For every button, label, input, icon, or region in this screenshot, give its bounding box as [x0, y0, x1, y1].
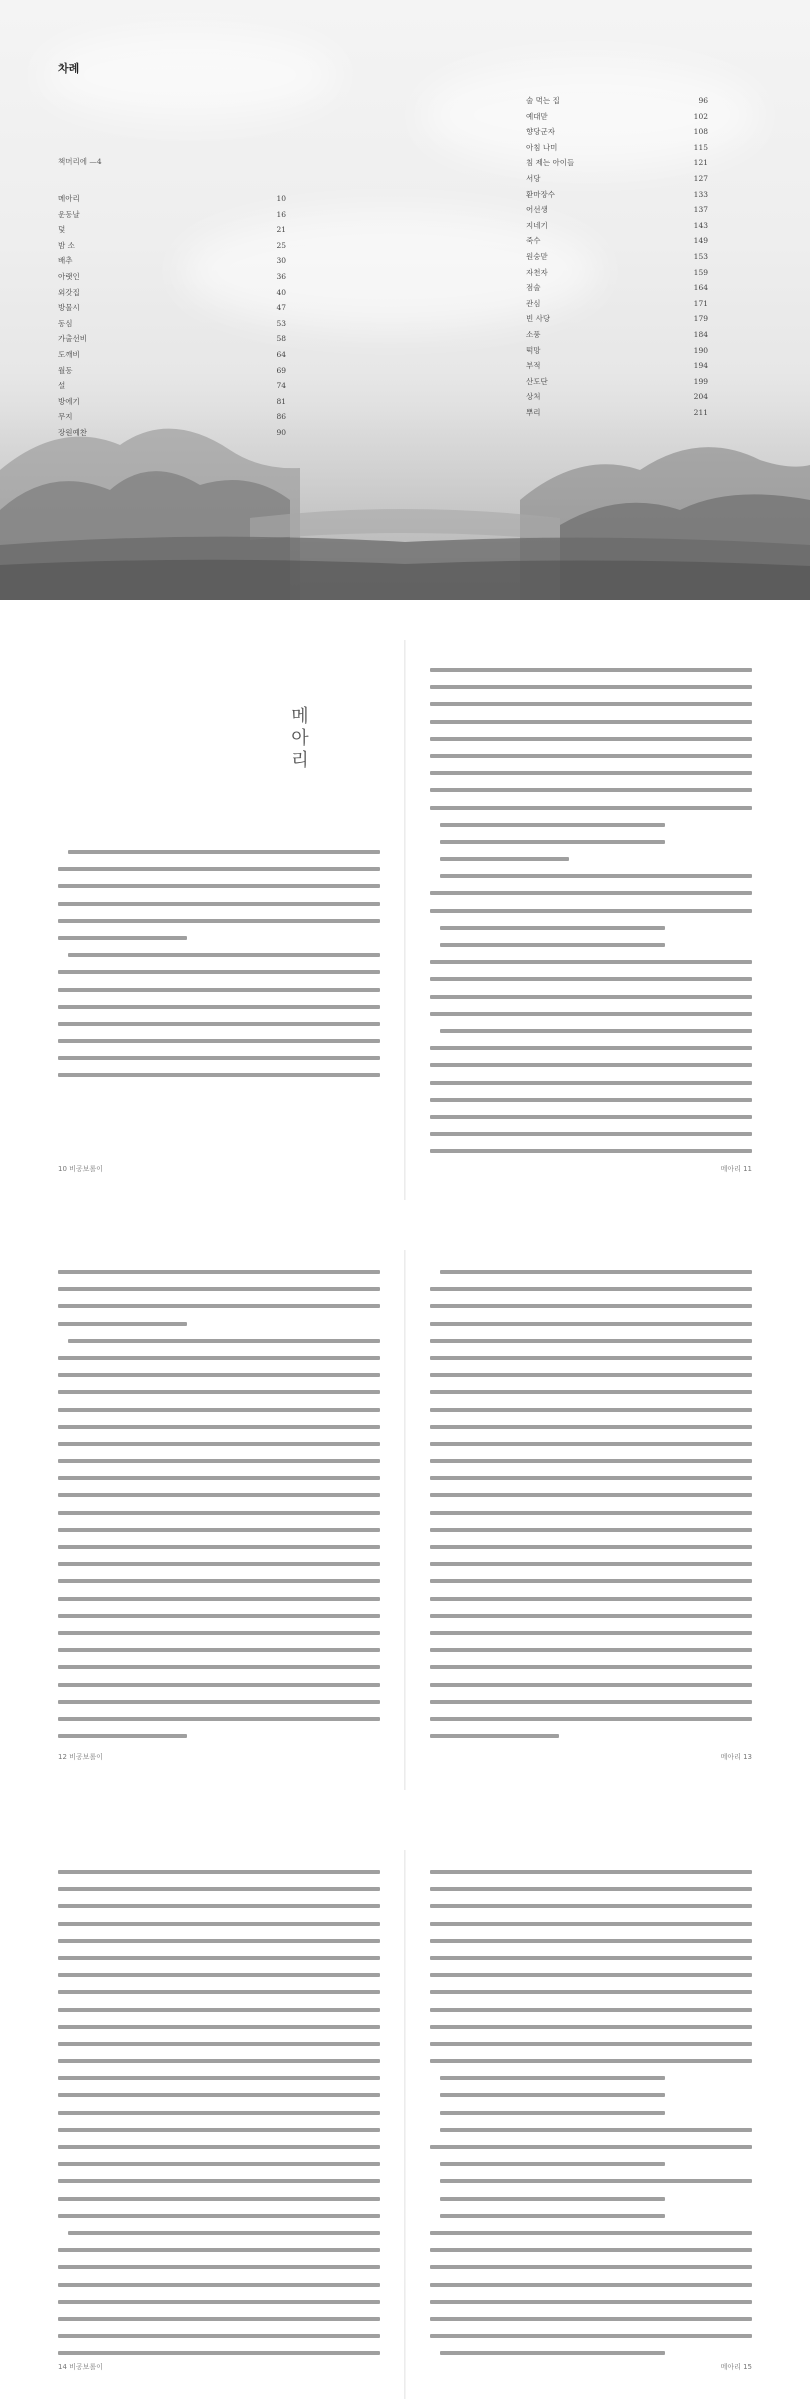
toc-entry-page: 184	[693, 329, 708, 339]
text-line	[58, 1700, 380, 1704]
text-line	[440, 2076, 665, 2080]
text-line	[58, 1408, 380, 1412]
toc-entry-title: 서당	[526, 173, 541, 183]
toc-entry	[526, 405, 708, 421]
text-line	[58, 1990, 380, 1994]
text-line	[58, 2128, 380, 2132]
text-line	[58, 1304, 380, 1308]
text-line	[440, 1270, 752, 1274]
text-line	[440, 943, 665, 947]
toc-entry	[58, 409, 286, 425]
toc-entry-title: 빈 사당	[526, 314, 551, 324]
text-line	[58, 2300, 380, 2304]
toc-entry-title: 산도단	[526, 376, 548, 386]
toc-entry-page: 81	[276, 396, 286, 406]
text-line	[58, 2008, 380, 2012]
toc-entry-page: 143	[693, 220, 708, 230]
folio-right: 메아리 13	[720, 1753, 752, 1761]
text-line	[430, 2025, 752, 2029]
text-line	[440, 2197, 665, 2201]
toc-entry-page: 30	[276, 256, 286, 266]
toc-entry	[58, 222, 286, 238]
text-line	[430, 1597, 752, 1601]
text-line	[58, 1356, 380, 1360]
text-line	[68, 953, 380, 957]
toc-entry-title: 상처	[526, 392, 541, 402]
text-line	[58, 2179, 380, 2183]
text-line	[430, 806, 752, 810]
toc-entry-title: 방에기	[58, 396, 80, 406]
toc-preface: 책머리에 —4	[58, 157, 102, 166]
text-line	[430, 668, 752, 672]
toc-entry	[526, 358, 708, 374]
text-line	[440, 2214, 665, 2218]
toc-entry-title: 메아리	[58, 194, 80, 203]
page-15	[430, 1850, 752, 2399]
text-line	[58, 1887, 380, 1891]
text-line	[430, 1442, 752, 1446]
folio-left: 14 비공보롤이	[58, 2363, 103, 2371]
toc-entry	[58, 378, 286, 394]
text-line	[430, 1734, 559, 1738]
text-line	[440, 2093, 665, 2097]
toc-entry-page: 21	[276, 225, 286, 235]
text-line	[430, 960, 752, 964]
page-11	[430, 640, 752, 1200]
toc-entry-title: 밤 소	[58, 240, 75, 250]
text-line	[430, 1408, 752, 1412]
text-line	[58, 2214, 380, 2218]
text-line	[430, 1390, 752, 1394]
text-line	[58, 2351, 380, 2355]
text-line	[68, 1339, 380, 1343]
text-line	[430, 2008, 752, 2012]
text-line	[430, 1939, 752, 1943]
toc-entry-title: 관심	[526, 298, 541, 308]
text-line	[58, 1870, 380, 1874]
toc-entry-page: 159	[693, 267, 708, 277]
toc-entry-page: 204	[693, 392, 708, 402]
text-line	[58, 1614, 380, 1618]
text-line	[58, 1322, 187, 1326]
text-line	[430, 1322, 752, 1326]
toc-entry-title: 죽수	[526, 236, 541, 246]
toc-entry	[526, 343, 708, 359]
text-line	[430, 1459, 752, 1463]
text-line	[58, 1631, 380, 1635]
toc-entry-page: 121	[693, 158, 708, 168]
toc-entry	[58, 425, 286, 441]
toc-entry-page: 211	[693, 407, 708, 417]
text-line	[430, 1700, 752, 1704]
toc-entry-title: 침 제는 아이들	[526, 158, 575, 168]
page-10	[58, 640, 380, 1200]
text-line	[68, 2231, 380, 2235]
toc-entry-title: 배추	[58, 256, 73, 266]
text-line	[58, 1648, 380, 1652]
text-line	[58, 1022, 380, 1026]
text-line	[440, 874, 752, 878]
toc-entry-page: 69	[276, 365, 286, 375]
text-line	[58, 1597, 380, 1601]
text-spread-10-11	[0, 640, 810, 1200]
toc-entry-title: 부적	[526, 361, 541, 371]
toc-entry-title: 떡망	[526, 345, 541, 355]
toc-entry-page: 164	[693, 283, 708, 293]
text-line	[58, 1973, 380, 1977]
text-line	[58, 970, 380, 974]
toc-entry-page: 199	[693, 376, 708, 386]
text-line	[58, 2025, 380, 2029]
body-text	[430, 1270, 752, 1751]
toc-entry-page: 137	[693, 205, 708, 215]
text-line	[58, 867, 380, 871]
text-line	[58, 1056, 380, 1060]
toc-entry	[526, 296, 708, 312]
toc-entry	[58, 269, 286, 285]
text-line	[430, 720, 752, 724]
toc-entry	[526, 249, 708, 265]
toc-entry-title: 어선생	[526, 205, 548, 215]
text-spread-14-15	[0, 1850, 810, 2399]
page-14	[58, 1850, 380, 2399]
text-line	[430, 1973, 752, 1977]
toc-entry	[526, 389, 708, 405]
text-line	[58, 1545, 380, 1549]
toc-entry	[58, 363, 286, 379]
text-line	[430, 1904, 752, 1908]
text-line	[430, 2248, 752, 2252]
toc-entry-page: 149	[693, 236, 708, 246]
text-line	[58, 1683, 380, 1687]
toc-entry	[58, 394, 286, 410]
toc-entry-page: 190	[693, 345, 708, 355]
folio-right: 메아리 11	[720, 1165, 752, 1173]
text-line	[58, 2111, 380, 2115]
text-line	[58, 1425, 380, 1429]
body-text	[58, 1270, 380, 1751]
body-text	[58, 850, 380, 1091]
folio-left: 12 비공보롤이	[58, 1753, 103, 1761]
text-line	[430, 2231, 752, 2235]
toc-entry-page: 133	[693, 189, 708, 199]
text-spread-12-13	[0, 1250, 810, 1790]
text-line	[430, 891, 752, 895]
text-line	[58, 1922, 380, 1926]
text-line	[430, 1149, 752, 1153]
text-line	[58, 1939, 380, 1943]
text-line	[430, 2059, 752, 2063]
text-line	[58, 2283, 380, 2287]
toc-entry-page: 96	[698, 96, 708, 105]
toc-entry-title: 설	[58, 381, 66, 391]
toc-entry-page: 127	[693, 173, 708, 183]
text-line	[58, 1493, 380, 1497]
text-line	[58, 1528, 380, 1532]
text-line	[430, 1356, 752, 1360]
toc-entry-page: 153	[693, 251, 708, 261]
toc-entry-title: 월동	[58, 365, 73, 375]
text-line	[430, 1648, 752, 1652]
toc-entry	[58, 300, 286, 316]
text-line	[58, 1270, 380, 1274]
text-line	[430, 1132, 752, 1136]
text-line	[430, 702, 752, 706]
text-line	[430, 2042, 752, 2046]
toc-entry-page: 25	[276, 240, 286, 250]
text-line	[440, 2162, 665, 2166]
toc-entry-page: 74	[276, 381, 286, 391]
toc-entry	[526, 218, 708, 234]
table-of-contents-spread	[0, 0, 810, 600]
text-line	[430, 2265, 752, 2269]
toc-entry	[526, 374, 708, 390]
toc-entry-title: 방물시	[58, 303, 80, 313]
text-line	[58, 1005, 380, 1009]
toc-entry	[58, 331, 286, 347]
text-line	[58, 2059, 380, 2063]
text-line	[430, 1631, 752, 1635]
toc-entry	[526, 124, 708, 140]
toc-right-column	[526, 93, 708, 420]
text-line	[58, 2076, 380, 2080]
text-line	[58, 2265, 380, 2269]
text-line	[440, 926, 665, 930]
text-line	[58, 1562, 380, 1566]
toc-entry-title: 동심	[58, 318, 73, 328]
text-line	[430, 1493, 752, 1497]
text-line	[430, 1870, 752, 1874]
toc-entry-title: 가출선비	[58, 334, 87, 344]
text-line	[430, 1614, 752, 1618]
text-line	[430, 1579, 752, 1583]
toc-entry	[58, 253, 286, 269]
toc-entry	[526, 187, 708, 203]
cloud-wash	[40, 30, 340, 120]
toc-entry-page: 16	[276, 209, 286, 219]
toc-entry-title: 점술	[526, 283, 541, 293]
page-13	[430, 1250, 752, 1790]
text-line	[58, 936, 187, 940]
text-line	[430, 737, 752, 741]
folio-right: 메아리 15	[720, 2363, 752, 2371]
text-line	[430, 995, 752, 999]
text-line	[58, 1373, 380, 1377]
text-line	[58, 2197, 380, 2201]
toc-entry-title: 향당군자	[526, 127, 555, 137]
text-line	[58, 1511, 380, 1515]
text-line	[440, 2128, 752, 2132]
text-line	[58, 988, 380, 992]
text-line	[440, 2111, 665, 2115]
toc-entry-page: 58	[276, 334, 286, 344]
text-line	[68, 850, 380, 854]
text-line	[58, 1717, 380, 1721]
text-line	[58, 1665, 380, 1669]
toc-entry-page: 102	[693, 111, 708, 121]
toc-entry-page: 108	[693, 127, 708, 137]
toc-entry-page: 171	[693, 298, 708, 308]
toc-entry-page: 47	[276, 303, 286, 313]
text-line	[58, 1039, 380, 1043]
book-gutter	[404, 640, 406, 1200]
toc-entry-page: 10	[276, 194, 286, 203]
toc-entry-title: 예대맏	[526, 111, 548, 121]
text-line	[430, 2283, 752, 2287]
toc-entry	[58, 316, 286, 332]
text-line	[58, 884, 380, 888]
toc-entry-title: 도깨비	[58, 349, 80, 359]
text-line	[58, 1459, 380, 1463]
text-line	[430, 685, 752, 689]
text-line	[58, 2162, 380, 2166]
toc-entry-page: 115	[693, 142, 708, 152]
text-line	[58, 1073, 380, 1077]
toc-entry-page: 90	[276, 427, 286, 437]
text-line	[430, 1922, 752, 1926]
toc-entry-title: 운동날	[58, 209, 80, 219]
toc-title: 차례	[58, 62, 80, 75]
toc-entry-title: 덫	[58, 225, 66, 235]
text-line	[430, 2317, 752, 2321]
toc-entry	[526, 265, 708, 281]
text-line	[430, 754, 752, 758]
body-text	[430, 1870, 752, 2368]
toc-entry	[58, 238, 286, 254]
text-line	[430, 1373, 752, 1377]
chapter-title: 메아리	[291, 706, 309, 771]
text-line	[440, 823, 665, 827]
text-line	[440, 1029, 752, 1033]
text-line	[58, 1734, 187, 1738]
text-line	[430, 1425, 752, 1429]
toc-entry-page: 36	[276, 271, 286, 281]
toc-entry-title: 아랫인	[58, 271, 80, 281]
text-line	[430, 1562, 752, 1566]
text-line	[440, 2351, 665, 2355]
toc-entry	[526, 202, 708, 218]
page-12	[58, 1250, 380, 1790]
toc-entry	[526, 327, 708, 343]
text-line	[430, 1990, 752, 1994]
text-line	[58, 1476, 380, 1480]
text-line	[430, 909, 752, 913]
toc-entry-title: 뿌리	[526, 407, 541, 417]
text-line	[58, 919, 380, 923]
toc-entry-page: 53	[276, 318, 286, 328]
text-line	[430, 1887, 752, 1891]
toc-entry	[526, 311, 708, 327]
text-line	[430, 2334, 752, 2338]
toc-entry-title: 원숭맏	[526, 251, 548, 261]
toc-entry-page: 40	[276, 287, 286, 297]
text-line	[58, 1579, 380, 1583]
book-gutter	[404, 1850, 406, 2399]
text-line	[58, 1904, 380, 1908]
text-line	[430, 1476, 752, 1480]
text-line	[430, 1665, 752, 1669]
text-line	[430, 788, 752, 792]
text-line	[430, 977, 752, 981]
text-line	[430, 1098, 752, 1102]
text-line	[430, 1115, 752, 1119]
text-line	[430, 771, 752, 775]
toc-entry	[526, 171, 708, 187]
text-line	[58, 1956, 380, 1960]
toc-entry-title: 외갓집	[58, 287, 80, 297]
text-line	[58, 902, 380, 906]
body-text	[430, 668, 752, 1166]
text-line	[58, 1390, 380, 1394]
text-line	[430, 1012, 752, 1016]
toc-entry-title: 장원예찬	[58, 427, 87, 437]
toc-entry-page: 86	[276, 412, 286, 422]
toc-entry-title: 아침 나미	[526, 142, 558, 152]
text-line	[440, 857, 569, 861]
text-line	[58, 2334, 380, 2338]
toc-entry	[58, 207, 286, 223]
book-gutter	[404, 1250, 406, 1790]
toc-entry-page: 194	[693, 361, 708, 371]
toc-entry-page: 64	[276, 349, 286, 359]
text-line	[430, 1528, 752, 1532]
toc-entry-title: 무지	[58, 412, 73, 422]
text-line	[430, 1545, 752, 1549]
toc-entry-title: 술 먹는 집	[526, 96, 560, 105]
text-line	[58, 1287, 380, 1291]
toc-entry	[526, 280, 708, 296]
text-line	[430, 1339, 752, 1343]
toc-entry	[58, 285, 286, 301]
toc-entry	[526, 109, 708, 125]
text-line	[430, 1287, 752, 1291]
text-line	[430, 2300, 752, 2304]
text-line	[430, 1081, 752, 1085]
text-line	[430, 1511, 752, 1515]
toc-entry-title: 지네기	[526, 220, 548, 230]
text-line	[430, 1046, 752, 1050]
toc-entry-title: 소풍	[526, 329, 541, 339]
text-line	[58, 2248, 380, 2252]
toc-left-column	[58, 191, 286, 441]
text-line	[58, 1442, 380, 1446]
text-line	[430, 1304, 752, 1308]
toc-entry	[526, 93, 708, 109]
toc-entry-page: 179	[693, 314, 708, 324]
text-line	[430, 1717, 752, 1721]
toc-entry-title: 자천자	[526, 267, 548, 277]
text-line	[440, 840, 665, 844]
toc-entry	[526, 233, 708, 249]
body-text	[58, 1870, 380, 2368]
toc-entry	[58, 347, 286, 363]
text-line	[440, 2179, 752, 2183]
folio-left: 10 비공보롤이	[58, 1165, 103, 1173]
text-line	[430, 1063, 752, 1067]
text-line	[58, 2145, 380, 2149]
text-line	[430, 2145, 752, 2149]
toc-entry	[526, 155, 708, 171]
toc-entry-title: 환마장수	[526, 189, 555, 199]
text-line	[430, 1683, 752, 1687]
text-line	[58, 2317, 380, 2321]
text-line	[58, 2042, 380, 2046]
toc-entry	[526, 140, 708, 156]
toc-entry	[58, 191, 286, 207]
text-line	[430, 1956, 752, 1960]
text-line	[58, 2093, 380, 2097]
